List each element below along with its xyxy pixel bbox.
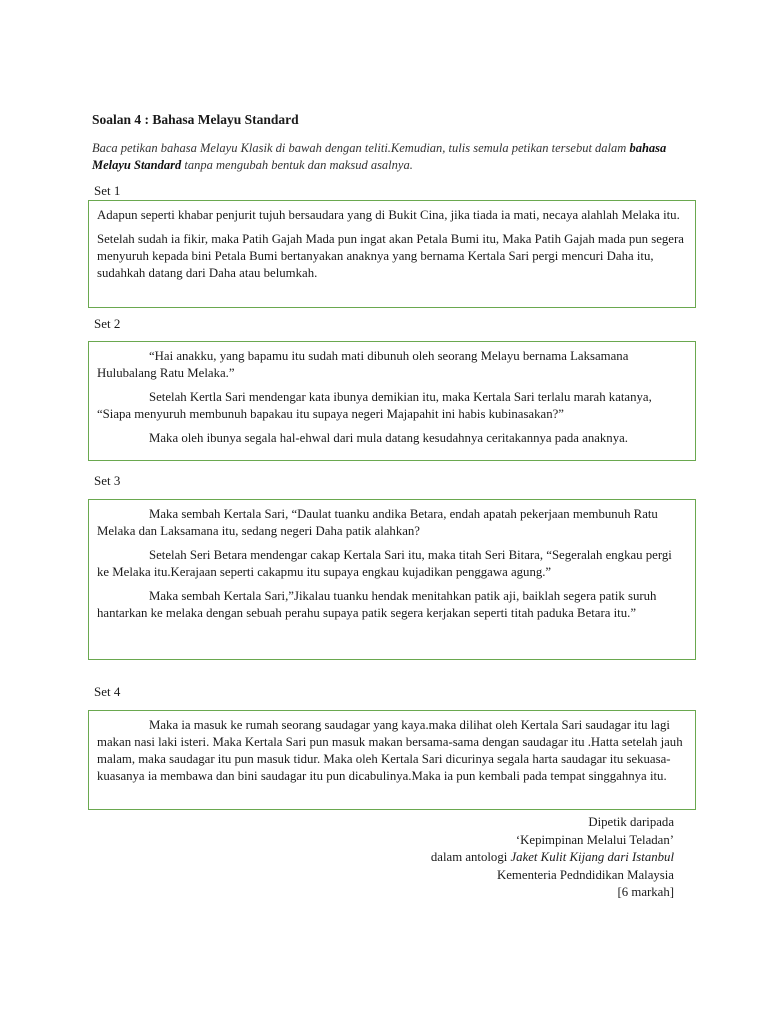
marks-label: [6 markah] bbox=[617, 885, 674, 899]
set-1-paragraph: Adapun seperti khabar penjurit tujuh bersaudara yang di Bukit Cina, jika tiada ia mati, necaya alahlah Melaka itu. bbox=[97, 208, 680, 222]
source-line-3-prefix: dalam antologi bbox=[430, 850, 511, 864]
set-2-paragraph: Setelah Kertla Sari mendengar kata ibunya demikian itu, maka Kertala Sari terlalu marah katanya, “Siapa menyuruh membunuh bapakau itu supaya negeri Majapahit ini habis kubinasakan?” bbox=[97, 390, 652, 421]
set-4-label: Set 4 bbox=[94, 684, 121, 699]
question-title: Soalan 4 : Bahasa Melayu Standard bbox=[92, 112, 299, 127]
set-3-paragraph: Maka sembah Kertala Sari,”Jikalau tuanku hendak menitahkan patik aji, baiklah segera patik suruh hantarkan ke melaka dengan sebuah perahu supaya patik segera kerjakan seperti titah paduka Betara itu.” bbox=[97, 589, 657, 620]
source-line-1: Dipetik daripada bbox=[588, 815, 674, 829]
set-3-box bbox=[88, 499, 696, 660]
instruction-part1: Baca petikan bahasa Melayu Klasik di bawah dengan teliti.Kemudian, tulis semula petikan tersebut dalam bbox=[92, 141, 630, 155]
set-2-box bbox=[88, 341, 696, 461]
set-1-label: Set 1 bbox=[94, 183, 121, 198]
set-3-paragraph: Maka sembah Kertala Sari, “Daulat tuanku andika Betara, endah apatah pekerjaan membunuh Ratu Melaka dan Laksamana itu, sedang negeri Daha patik alahkan? bbox=[97, 507, 658, 538]
set-3-label: Set 3 bbox=[94, 473, 121, 488]
set-2-paragraph: Maka oleh ibunya segala hal-ehwal dari mula datang kesudahnya ceritakannya pada anaknya. bbox=[149, 431, 628, 445]
set-4-paragraph: Maka ia masuk ke rumah seorang saudagar yang kaya.maka dilihat oleh Kertala Sari saudagar itu lagi makan nasi laki isteri. Maka Kertala Sari pun masuk makan bersama-sama dengan saudagar itu .Hatta setelah jauh malam, maka saudagar itu pun masuk tidur. Maka oleh Kertala Sari dicurinya segala harta saudagar itu sekuasa-kuasanya ia membawa dan bini saudagar itu pun dicabulinya.Maka ia pun kembali pada tempat singgahnya itu. bbox=[97, 718, 683, 783]
source-citation bbox=[431, 814, 674, 902]
source-line-4: Kementeria Pedndidikan Malaysia bbox=[497, 867, 674, 882]
set-4-box bbox=[88, 710, 696, 810]
set-3-paragraph: Setelah Seri Betara mendengar cakap Kertala Sari itu, maka titah Seri Bitara, “Segeralah engkau pergi ke Melaka itu.Kerajaan seperti cakapmu itu supaya engkau kujadikan penggawa agung.” bbox=[97, 548, 672, 579]
instruction-text bbox=[92, 140, 682, 174]
anthology-title: Jaket Kulit Kijang dari Istanbul bbox=[510, 850, 674, 864]
set-2-label: Set 2 bbox=[94, 316, 121, 331]
set-2-paragraph: “Hai anakku, yang bapamu itu sudah mati dibunuh oleh seorang Melayu bernama Laksamana Hulubalang Ratu Melaka.” bbox=[97, 349, 629, 380]
set-1-box bbox=[88, 200, 696, 308]
source-line-3 bbox=[431, 849, 674, 867]
source-line-2: ‘Kepimpinan Melalui Teladan’ bbox=[515, 832, 674, 847]
instruction-part2: tanpa mengubah bentuk dan maksud asalnya. bbox=[181, 158, 413, 172]
instruction-bold: bahasa Melayu Standard bbox=[92, 141, 667, 172]
set-1-paragraph: Setelah sudah ia fikir, maka Patih Gajah Mada pun ingat akan Petala Bumi itu, Maka Patih Gajah mada pun segera menyuruh kepada bini Petala Bumi bertanyakan anaknya yang bernama Kertala Sari pergi mencuri Daha itu, sudahkah datang dari Daha atau belumkah. bbox=[97, 232, 684, 280]
